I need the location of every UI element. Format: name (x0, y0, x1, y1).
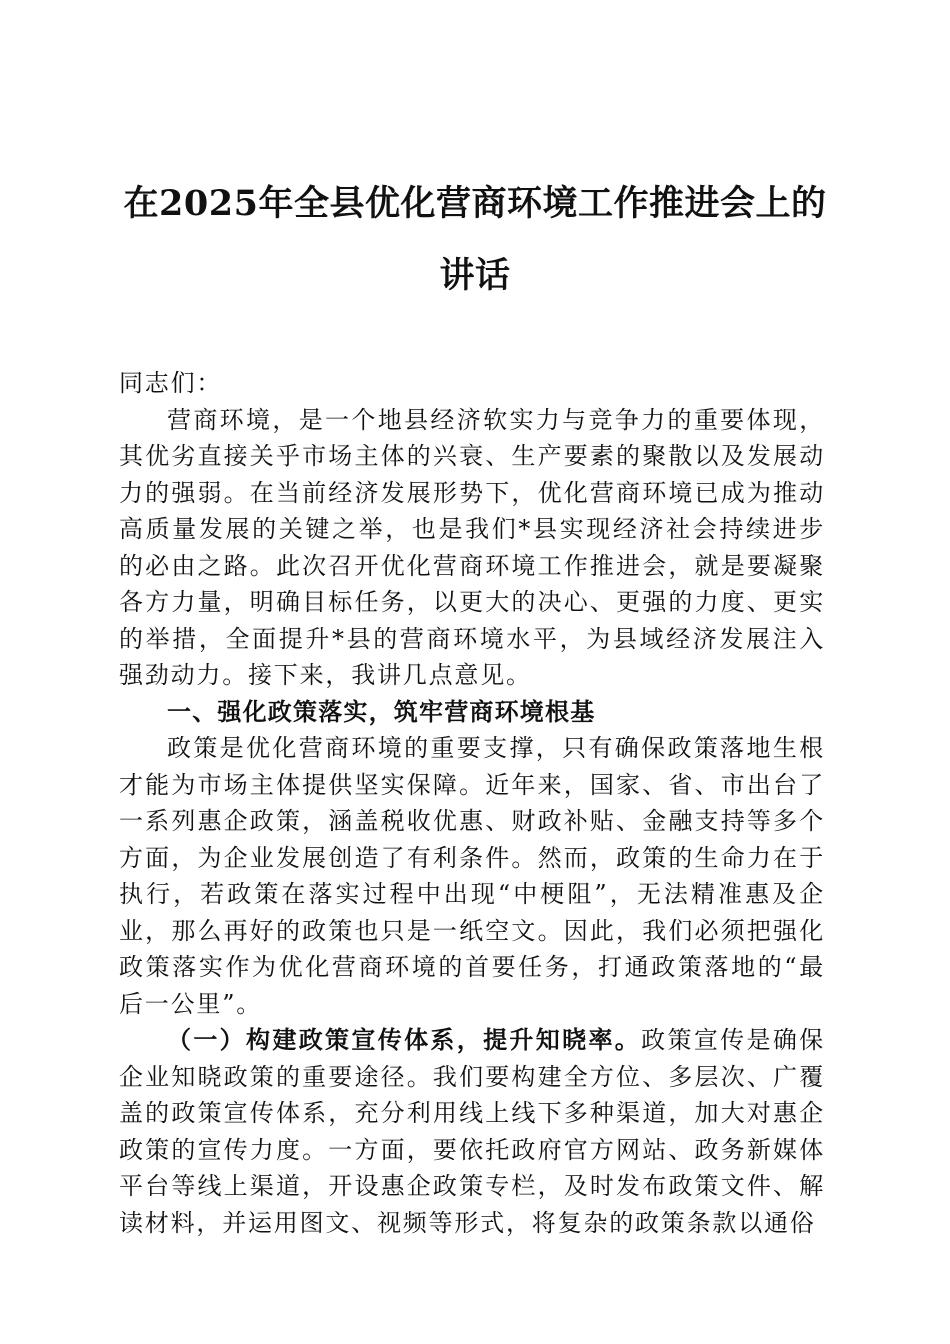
subsection-1-paragraph (119, 1022, 825, 1241)
section-heading-1: 一、强化政策落实，筑牢营商环境根基 (167, 697, 596, 726)
section-1-paragraph: 政策是优化营商环境的重要支撑，只有确保政策落地生根才能为市场主体提供坚实保障。近年来，国家、省、市出台了一系列惠企政策，涵盖税收优惠、财政补贴、金融支持等多个方面，为企业发展创造了有利条件。然而，政策的生命力在于执行，若政策在落实过程中出现“中梗阻”，无法精准惠及企业，那么再好的政策也只是一纸空文。因此，我们必须把强化政策落实作为优化营商环境的首要任务，打通政策落地的“最后一公里”。 (119, 734, 825, 1018)
subsection-1-body: 政策宣传是确保企业知晓政策的重要途径。我们要构建全方位、多层次、广覆盖的政策宣传体系，充分利用线上线下多种渠道，加大对惠企政策的宣传力度。一方面，要依托政府官方网站、政务新媒体平台等线上渠道，开设惠企政策专栏，及时发布政策文件、解读材料，并运用图文、视频等形式，将复杂的政策条款以通俗 (119, 1026, 825, 1237)
document-body (119, 365, 825, 1241)
salutation: 同志们： (119, 369, 223, 397)
title-line-2: 讲话 (439, 255, 511, 296)
intro-paragraph: 营商环境，是一个地县经济软实力与竞争力的重要体现，其优劣直接关乎市场主体的兴衰、生产要素的聚散以及发展动力的强弱。在当前经济发展形势下，优化营商环境已成为推动高质量发展的关键之举，也是我们*县实现经济社会持续进步的必由之路。此次召开优化营商环境工作推进会，就是要凝聚各方力量，明确目标任务，以更大的决心、更强的力度、更实的举措，全面提升*县的营商环境水平，为县域经济发展注入强劲动力。接下来，我讲几点意见。 (119, 405, 825, 689)
title-line-1: 在2025年全县优化营商环境工作推进会上的 (123, 183, 827, 224)
document-title (100, 168, 850, 312)
subsection-1-lead: （一）构建政策宣传体系，提升知晓率。 (167, 1025, 642, 1054)
